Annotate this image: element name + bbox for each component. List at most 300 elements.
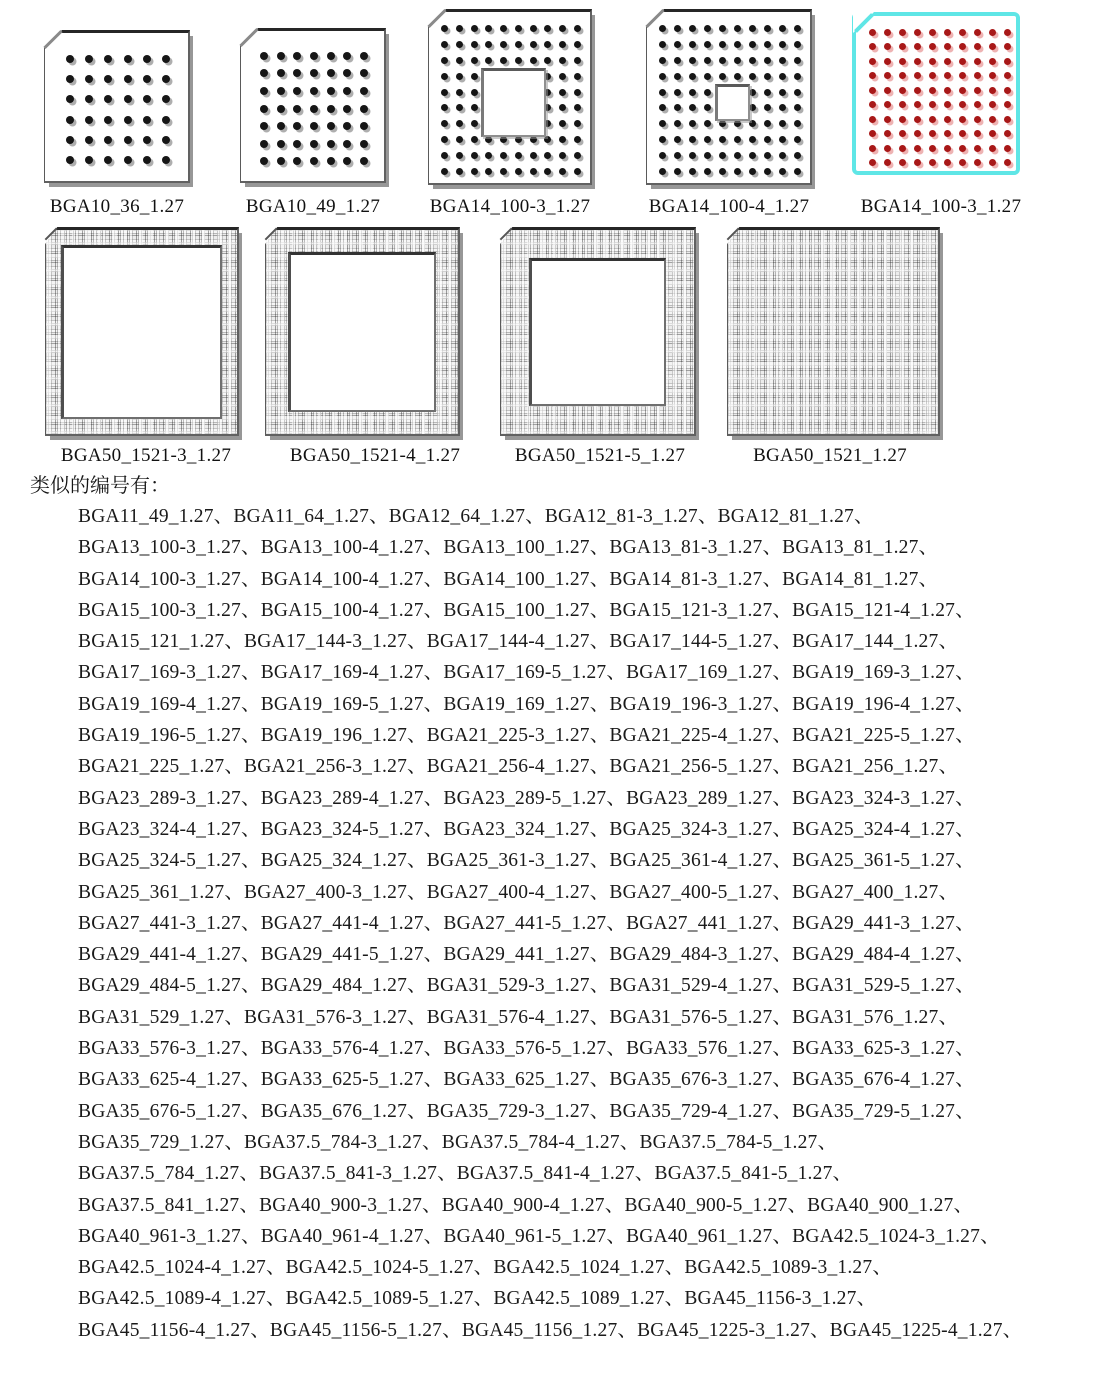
- ball-pad: [66, 136, 74, 144]
- ball-pad: [1004, 43, 1011, 50]
- ball-pad: [899, 72, 906, 79]
- ball-pad: [944, 29, 951, 36]
- ball-pad: [989, 87, 996, 94]
- ball-pad: [704, 41, 711, 48]
- ball-pad: [659, 168, 666, 175]
- ball-pad: [929, 101, 936, 108]
- ball-pad: [659, 57, 666, 64]
- ball-pad: [884, 43, 891, 50]
- ball-pad: [343, 69, 351, 77]
- ball-pad: [734, 152, 741, 159]
- bga-id-line: BGA23_289-3_1.27、BGA23_289-4_1.27、BGA23_289-5_1.27、BGA23_289_1.27、BGA23_324-3_1.27、: [78, 787, 975, 809]
- ball-pad: [500, 136, 507, 143]
- ball-pad: [310, 157, 318, 165]
- ball-pad: [749, 104, 756, 111]
- ball-pad: [974, 130, 981, 137]
- similar-ids-heading: 类似的编号有：: [30, 475, 170, 497]
- ball-pad: [719, 25, 726, 32]
- ball-pad: [944, 159, 951, 166]
- bga-id-line: BGA45_1156-4_1.27、BGA45_1156-5_1.27、BGA45_1156_1.27、BGA45_1225-3_1.27、BGA45_1225-4_1.27、: [78, 1319, 1023, 1341]
- bga-package: [646, 9, 812, 185]
- ball-pad: [574, 89, 581, 96]
- ball-pad: [869, 130, 876, 137]
- ball-pad: [794, 104, 801, 111]
- ball-pad: [485, 25, 492, 32]
- ball-pad: [689, 41, 696, 48]
- ball-pad: [574, 104, 581, 111]
- ball-pad: [310, 122, 318, 130]
- ball-pad: [85, 116, 93, 124]
- ball-pad: [659, 89, 666, 96]
- ball-pad: [559, 136, 566, 143]
- bga-id-list: [78, 501, 1088, 1346]
- ball-pad: [441, 25, 448, 32]
- ball-pad: [764, 152, 771, 159]
- package-outline: [265, 227, 460, 436]
- ball-pad: [471, 168, 478, 175]
- package-outline: [727, 227, 940, 436]
- ball-pad: [441, 168, 448, 175]
- ball-pad: [559, 89, 566, 96]
- ball-pad: [104, 156, 112, 164]
- ball-pad: [944, 58, 951, 65]
- ball-pad: [574, 152, 581, 159]
- ball-pad: [293, 157, 301, 165]
- bga-id-line: BGA35_676-5_1.27、BGA35_676_1.27、BGA35_729-3_1.27、BGA35_729-4_1.27、BGA35_729-5_1.27、: [78, 1100, 975, 1122]
- ball-pad: [293, 105, 301, 113]
- ball-pad: [719, 136, 726, 143]
- ball-pad: [530, 168, 537, 175]
- ball-pad: [456, 136, 463, 143]
- ball-pad: [944, 116, 951, 123]
- ball-pad: [719, 168, 726, 175]
- ball-pad: [544, 136, 551, 143]
- ball-pad: [959, 145, 966, 152]
- ball-pad: [704, 89, 711, 96]
- ball-pad: [794, 89, 801, 96]
- ball-pad: [277, 122, 285, 130]
- center-void: [288, 252, 436, 412]
- ball-pad: [310, 52, 318, 60]
- ball-pad: [869, 87, 876, 94]
- ball-pad: [884, 101, 891, 108]
- bga-package: [45, 227, 239, 436]
- ball-pad: [734, 168, 741, 175]
- bga-id-line: BGA25_361_1.27、BGA27_400-3_1.27、BGA27_400-4_1.27、BGA27_400-5_1.27、BGA27_400_1.27、: [78, 881, 959, 903]
- ball-pad: [559, 168, 566, 175]
- bga-id-line: BGA17_169-3_1.27、BGA17_169-4_1.27、BGA17_169-5_1.27、BGA17_169_1.27、BGA19_169-3_1.27、: [78, 662, 975, 684]
- ball-pad: [689, 136, 696, 143]
- ball-pad: [914, 145, 921, 152]
- ball-pad: [959, 87, 966, 94]
- ball-pad: [277, 69, 285, 77]
- ball-pad: [914, 159, 921, 166]
- ball-pad: [500, 41, 507, 48]
- ball-pad: [85, 156, 93, 164]
- ball-pad: [574, 25, 581, 32]
- ball-pad: [944, 130, 951, 137]
- ball-pad: [929, 116, 936, 123]
- ball-pad: [360, 87, 368, 95]
- ball-pad: [471, 136, 478, 143]
- ball-pad: [260, 140, 268, 148]
- ball-pad: [124, 116, 132, 124]
- bga-id-line: BGA13_100-3_1.27、BGA13_100-4_1.27、BGA13_100_1.27、BGA13_81-3_1.27、BGA13_81_1.27、: [78, 537, 939, 559]
- bga-id-line: BGA31_529_1.27、BGA31_576-3_1.27、BGA31_576-4_1.27、BGA31_576-5_1.27、BGA31_576_1.27、: [78, 1006, 959, 1028]
- ball-pad: [104, 136, 112, 144]
- ball-pad: [310, 105, 318, 113]
- ball-pad: [734, 57, 741, 64]
- ball-pad: [914, 87, 921, 94]
- ball-pad: [485, 136, 492, 143]
- ball-pad: [959, 116, 966, 123]
- ball-pad: [974, 29, 981, 36]
- ball-pad: [764, 104, 771, 111]
- ball-pad: [1004, 29, 1011, 36]
- ball-pad: [530, 152, 537, 159]
- ball-pad: [544, 152, 551, 159]
- ball-pad: [360, 52, 368, 60]
- ball-pad: [162, 95, 170, 103]
- ball-pad: [327, 122, 335, 130]
- ball-pad: [66, 75, 74, 83]
- ball-pad: [530, 41, 537, 48]
- ball-pad: [327, 157, 335, 165]
- ball-pad: [764, 89, 771, 96]
- ball-pad: [293, 87, 301, 95]
- ball-pad: [749, 25, 756, 32]
- ball-pad: [869, 29, 876, 36]
- ball-pad: [674, 41, 681, 48]
- ball-pad: [1004, 72, 1011, 79]
- ball-pad: [929, 58, 936, 65]
- ball-pad: [124, 95, 132, 103]
- bga-id-line: BGA15_121_1.27、BGA17_144-3_1.27、BGA17_144-4_1.27、BGA17_144-5_1.27、BGA17_144_1.27、: [78, 631, 959, 653]
- bga-id-line: BGA37.5_784_1.27、BGA37.5_841-3_1.27、BGA37.5_841-4_1.27、BGA37.5_841-5_1.27、: [78, 1163, 853, 1185]
- ball-pad: [1004, 159, 1011, 166]
- ball-pad: [869, 159, 876, 166]
- ball-pad: [471, 73, 478, 80]
- ball-pad: [959, 101, 966, 108]
- ball-pad: [794, 25, 801, 32]
- ball-pad: [471, 25, 478, 32]
- bga-id-line: BGA33_576-3_1.27、BGA33_576-4_1.27、BGA33_576-5_1.27、BGA33_576_1.27、BGA33_625-3_1.27、: [78, 1038, 975, 1060]
- ball-pad: [779, 25, 786, 32]
- ball-pad: [515, 168, 522, 175]
- ball-pad: [574, 73, 581, 80]
- ball-pad: [441, 57, 448, 64]
- ball-pad: [1004, 130, 1011, 137]
- ball-pad: [327, 87, 335, 95]
- ball-pad: [884, 87, 891, 94]
- ball-pad: [779, 73, 786, 80]
- ball-pad: [66, 116, 74, 124]
- ball-pad: [734, 41, 741, 48]
- ball-pad: [674, 120, 681, 127]
- ball-pad: [929, 130, 936, 137]
- bga-id-line: BGA42.5_1024-4_1.27、BGA42.5_1024-5_1.27、BGA42.5_1024_1.27、BGA42.5_1089-3_1.27、: [78, 1257, 893, 1279]
- ball-pad: [360, 69, 368, 77]
- ball-pad: [764, 25, 771, 32]
- ball-pad: [704, 136, 711, 143]
- ball-pad: [343, 157, 351, 165]
- ball-pad: [779, 89, 786, 96]
- ball-pad: [749, 41, 756, 48]
- ball-pad: [959, 130, 966, 137]
- ball-pad: [471, 120, 478, 127]
- ball-pad: [143, 116, 151, 124]
- ball-pad: [530, 25, 537, 32]
- ball-pad: [441, 136, 448, 143]
- ball-pad: [674, 89, 681, 96]
- ball-pad: [869, 101, 876, 108]
- ball-pad: [764, 73, 771, 80]
- ball-pad: [85, 95, 93, 103]
- ball-pad: [989, 116, 996, 123]
- ball-pad: [929, 29, 936, 36]
- ball-pad: [162, 136, 170, 144]
- ball-pad: [989, 29, 996, 36]
- ball-pad: [471, 89, 478, 96]
- ball-pad: [989, 101, 996, 108]
- ball-pad: [749, 57, 756, 64]
- ball-pad: [574, 41, 581, 48]
- ball-pad: [515, 25, 522, 32]
- ball-pad: [929, 145, 936, 152]
- ball-pad: [689, 25, 696, 32]
- ball-pad: [869, 58, 876, 65]
- ball-pad: [124, 156, 132, 164]
- ball-pad: [277, 140, 285, 148]
- ball-pad: [327, 140, 335, 148]
- ball-pad: [515, 41, 522, 48]
- ball-pad: [162, 55, 170, 63]
- ball-pad: [124, 55, 132, 63]
- ball-pad: [456, 73, 463, 80]
- bga-package-label: BGA50_1521_1.27: [753, 445, 907, 466]
- ball-pad: [327, 52, 335, 60]
- ball-pad: [929, 43, 936, 50]
- ball-pad: [277, 52, 285, 60]
- ball-pad: [162, 75, 170, 83]
- ball-pad: [794, 41, 801, 48]
- bga-package-label: BGA50_1521-4_1.27: [289, 445, 461, 466]
- ball-pad: [974, 87, 981, 94]
- ball-pad: [343, 52, 351, 60]
- ball-pad: [884, 145, 891, 152]
- ball-pad: [500, 25, 507, 32]
- ball-pad: [574, 168, 581, 175]
- ball-pad: [360, 105, 368, 113]
- ball-pad: [441, 89, 448, 96]
- ball-pad: [574, 57, 581, 64]
- ball-pad: [974, 58, 981, 65]
- ball-pad: [360, 122, 368, 130]
- ball-pad: [360, 157, 368, 165]
- ball-pad: [974, 72, 981, 79]
- ball-pad: [884, 159, 891, 166]
- ball-pad: [456, 168, 463, 175]
- ball-pad: [989, 43, 996, 50]
- ball-pad: [929, 159, 936, 166]
- bga-id-line: BGA21_225_1.27、BGA21_256-3_1.27、BGA21_256-4_1.27、BGA21_256-5_1.27、BGA21_256_1.27、: [78, 756, 959, 778]
- ball-pad: [779, 120, 786, 127]
- ball-pad: [500, 168, 507, 175]
- ball-pad: [293, 69, 301, 77]
- ball-pad: [310, 140, 318, 148]
- ball-pad: [659, 104, 666, 111]
- ball-pad: [530, 57, 537, 64]
- ball-pad: [471, 41, 478, 48]
- ball-pad: [749, 136, 756, 143]
- ball-pad: [485, 41, 492, 48]
- ball-pad: [749, 168, 756, 175]
- ball-pad: [659, 120, 666, 127]
- ball-pad: [456, 25, 463, 32]
- ball-pad: [959, 72, 966, 79]
- ball-pad: [559, 73, 566, 80]
- ball-pad: [277, 157, 285, 165]
- bga-package-label: BGA50_1521-3_1.27: [60, 445, 232, 466]
- ball-pad: [899, 159, 906, 166]
- ball-pad: [104, 75, 112, 83]
- ball-pad: [1004, 145, 1011, 152]
- ball-pad: [310, 69, 318, 77]
- ball-pad: [734, 120, 741, 127]
- ball-pad: [674, 73, 681, 80]
- ball-pad: [544, 168, 551, 175]
- ball-pad: [343, 87, 351, 95]
- ball-pad: [914, 58, 921, 65]
- ball-pad: [260, 105, 268, 113]
- ball-pad: [559, 57, 566, 64]
- ball-pad: [85, 136, 93, 144]
- ball-pad: [559, 120, 566, 127]
- ball-pad: [471, 57, 478, 64]
- ball-pad: [719, 41, 726, 48]
- ball-pad: [779, 41, 786, 48]
- ball-pad: [441, 41, 448, 48]
- ball-pad: [899, 43, 906, 50]
- bga-id-line: BGA33_625-4_1.27、BGA33_625-5_1.27、BGA33_625_1.27、BGA35_676-3_1.27、BGA35_676-4_1.27、: [78, 1069, 975, 1091]
- ball-pad: [989, 72, 996, 79]
- ball-pad: [944, 87, 951, 94]
- bga-id-line: BGA35_729_1.27、BGA37.5_784-3_1.27、BGA37.5_784-4_1.27、BGA37.5_784-5_1.27、: [78, 1131, 838, 1153]
- ball-pad: [574, 120, 581, 127]
- ball-pad: [719, 57, 726, 64]
- ball-pad: [485, 168, 492, 175]
- bga-package: [852, 12, 1020, 175]
- ball-pad: [779, 104, 786, 111]
- ball-pad: [441, 120, 448, 127]
- ball-pad: [899, 116, 906, 123]
- ball-pad: [124, 136, 132, 144]
- center-void: [715, 84, 750, 121]
- bga-id-line: BGA29_441-4_1.27、BGA29_441-5_1.27、BGA29_441_1.27、BGA29_484-3_1.27、BGA29_484-4_1.27、: [78, 944, 975, 966]
- ball-pad: [343, 140, 351, 148]
- ball-pad: [899, 58, 906, 65]
- bga-id-line: BGA19_169-4_1.27、BGA19_169-5_1.27、BGA19_169_1.27、BGA19_196-3_1.27、BGA19_196-4_1.27、: [78, 693, 975, 715]
- bga-id-line: BGA11_49_1.27、BGA11_64_1.27、BGA12_64_1.27、BGA12_81-3_1.27、BGA12_81_1.27、: [78, 506, 874, 527]
- ball-pad: [749, 120, 756, 127]
- bga-id-line: BGA42.5_1089-4_1.27、BGA42.5_1089-5_1.27、BGA42.5_1089_1.27、BGA45_1156-3_1.27、: [78, 1288, 877, 1310]
- ball-pad: [559, 41, 566, 48]
- ball-pad: [456, 41, 463, 48]
- bga-id-line: BGA27_441-3_1.27、BGA27_441-4_1.27、BGA27_441-5_1.27、BGA27_441_1.27、BGA29_441-3_1.27、: [78, 912, 975, 934]
- ball-pad: [884, 130, 891, 137]
- ball-pad: [441, 104, 448, 111]
- ball-pad: [544, 25, 551, 32]
- ball-pad: [260, 69, 268, 77]
- package-outline: [240, 28, 386, 183]
- ball-pad: [574, 136, 581, 143]
- center-void: [529, 258, 666, 406]
- bga-package: [44, 30, 190, 183]
- ball-pad: [293, 52, 301, 60]
- ball-pad: [674, 168, 681, 175]
- ball-pad: [674, 136, 681, 143]
- package-outline-highlighted: [852, 12, 1020, 175]
- ball-pad: [884, 58, 891, 65]
- ball-pad: [689, 89, 696, 96]
- ball-pad: [277, 105, 285, 113]
- ball-pad: [515, 136, 522, 143]
- ball-pad: [1004, 87, 1011, 94]
- ball-pad: [749, 89, 756, 96]
- bga-id-line: BGA19_196-5_1.27、BGA19_196_1.27、BGA21_225-3_1.27、BGA21_225-4_1.27、BGA21_225-5_1.27、: [78, 725, 975, 747]
- ball-pad: [485, 57, 492, 64]
- ball-pad: [310, 87, 318, 95]
- package-outline: [500, 227, 696, 436]
- ball-pad: [260, 157, 268, 165]
- ball-pad: [530, 136, 537, 143]
- ball-pad: [899, 87, 906, 94]
- ball-pad: [719, 73, 726, 80]
- ball-pad: [794, 73, 801, 80]
- ball-pad: [515, 57, 522, 64]
- ball-pad: [659, 136, 666, 143]
- ball-pad: [764, 136, 771, 143]
- bga-id-line: BGA25_324-5_1.27、BGA25_324_1.27、BGA25_361-3_1.27、BGA25_361-4_1.27、BGA25_361-5_1.27、: [78, 850, 975, 872]
- ball-pad: [794, 120, 801, 127]
- ball-pad: [689, 73, 696, 80]
- bga-package-label: BGA50_1521-5_1.27: [514, 445, 686, 466]
- ball-pad: [779, 136, 786, 143]
- ball-pad: [989, 159, 996, 166]
- ball-pad: [869, 116, 876, 123]
- ball-pad: [959, 159, 966, 166]
- bga-id-line: BGA37.5_841_1.27、BGA40_900-3_1.27、BGA40_900-4_1.27、BGA40_900-5_1.27、BGA40_900_1.27、: [78, 1194, 974, 1216]
- ball-pad: [343, 122, 351, 130]
- ball-pad: [293, 122, 301, 130]
- ball-pad: [104, 55, 112, 63]
- ball-pad: [734, 25, 741, 32]
- ball-pad: [974, 145, 981, 152]
- ball-pad: [327, 69, 335, 77]
- bga-package: [500, 227, 696, 436]
- ball-pad: [674, 57, 681, 64]
- ball-pad: [764, 57, 771, 64]
- ball-pad: [124, 75, 132, 83]
- ball-pad: [143, 95, 151, 103]
- ball-pad: [143, 75, 151, 83]
- bga-package-label: BGA14_100-3_1.27: [860, 196, 1022, 217]
- ball-pad: [869, 43, 876, 50]
- ball-pad: [441, 152, 448, 159]
- ball-pad: [974, 116, 981, 123]
- ball-pad: [143, 136, 151, 144]
- ball-pad: [515, 152, 522, 159]
